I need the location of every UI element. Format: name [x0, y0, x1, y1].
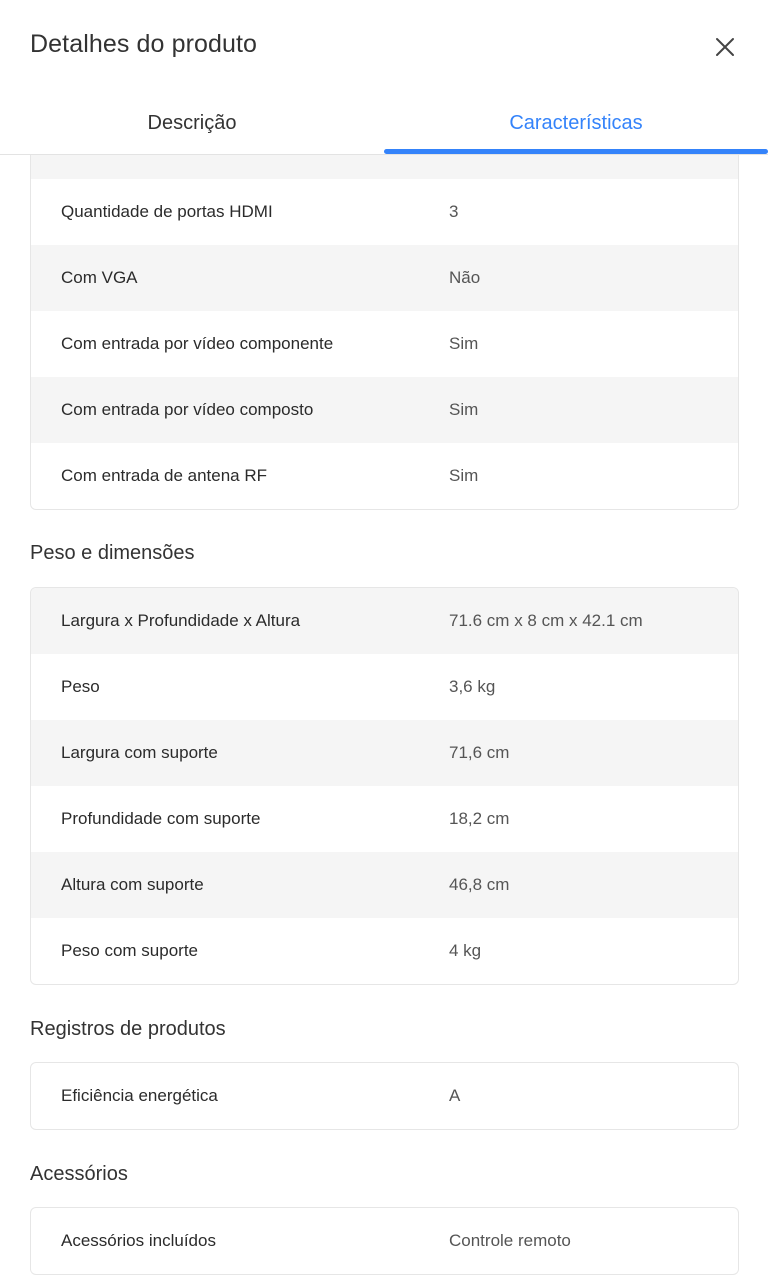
spec-label: Peso [61, 677, 100, 696]
sheet-title: Detalhes do produto [30, 30, 258, 58]
spec-value: Sim [449, 466, 479, 485]
table-row [31, 311, 738, 377]
spec-label: Com VGA [61, 268, 138, 287]
spec-value: 3 [449, 202, 459, 221]
spec-label: Acessórios incluídos [61, 1231, 216, 1250]
spec-value: Não [449, 268, 481, 287]
spec-value: Sim [449, 334, 479, 353]
tab-caracteristicas[interactable]: Características [509, 111, 643, 134]
spec-label: Quantidade de portas HDMI [61, 202, 273, 221]
section-title-weight-dimensions: Peso e dimensões [30, 542, 195, 564]
spec-label: Largura com suporte [61, 743, 218, 762]
spec-value: Sim [449, 400, 479, 419]
spec-value: 71.6 cm x 8 cm x 42.1 cm [449, 611, 643, 630]
spec-value: A [449, 1086, 461, 1105]
spec-value: 4 kg [449, 941, 482, 960]
table-row [31, 852, 738, 918]
spec-label: Peso com suporte [61, 941, 199, 960]
product-records-card [30, 1062, 739, 1130]
weight-dimensions-card [30, 587, 739, 985]
table-row [31, 918, 738, 984]
table-row [31, 179, 738, 245]
accessories-card [30, 1207, 739, 1275]
table-row [31, 155, 738, 179]
sheet-header [0, 0, 768, 92]
tab-bar [0, 92, 768, 155]
close-icon [714, 36, 736, 58]
table-row [31, 443, 738, 509]
table-row [31, 588, 738, 654]
spec-value: 71,6 cm [449, 743, 510, 762]
table-row [31, 720, 738, 786]
spec-value: 18,2 cm [449, 809, 510, 828]
characteristics-content[interactable] [0, 155, 768, 1280]
close-button[interactable] [706, 28, 744, 66]
table-row [31, 377, 738, 443]
connectivity-card [30, 155, 739, 510]
section-title-product-records: Registros de produtos [30, 1018, 226, 1040]
spec-label: Com entrada por vídeo composto [61, 400, 314, 419]
spec-label: Com entrada por vídeo componente [61, 334, 334, 353]
table-row [31, 1208, 738, 1274]
active-tab-indicator [384, 149, 768, 154]
tab-descricao[interactable]: Descrição [147, 111, 237, 134]
table-row [31, 245, 738, 311]
spec-value: Controle remoto [449, 1231, 571, 1250]
spec-label: Altura com suporte [61, 875, 204, 894]
table-row [31, 654, 738, 720]
spec-label: Profundidade com suporte [61, 809, 261, 828]
spec-value: 46,8 cm [449, 875, 510, 894]
table-row [31, 786, 738, 852]
spec-value: 3,6 kg [449, 677, 496, 696]
table-row [31, 1063, 738, 1129]
spec-label: Largura x Profundidade x Altura [61, 611, 301, 630]
spec-label: Eficiência energética [61, 1086, 218, 1105]
section-title-accessories: Acessórios [30, 1163, 128, 1185]
spec-label: Com entrada de antena RF [61, 466, 268, 485]
